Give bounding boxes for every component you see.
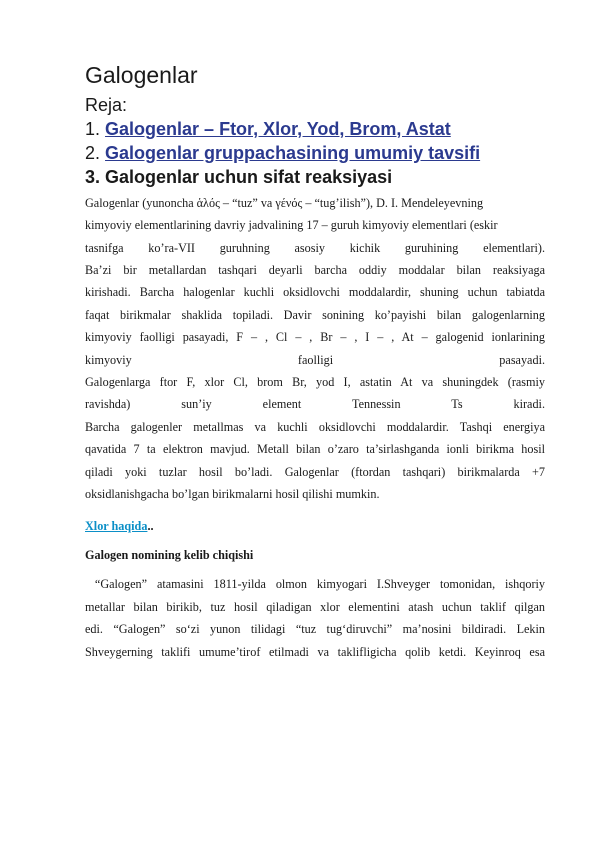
text-line: faqat birikmalar shaklida topiladi. Davir sonining ko’payishi bilan galogenlarning — [85, 307, 545, 322]
text-line: kirishadi. Barcha halogenlar kuchli oksidlovchi moddalardir, shuning uchun tabiatda — [85, 285, 545, 300]
text-line: ravishda) sun’iy element Tennessin Ts kiradi. — [85, 397, 545, 412]
plan-link-halogens[interactable]: Galogenlar – Ftor, Xlor, Yod, Brom, Astat — [105, 118, 451, 139]
plan-heading: Reja: — [85, 94, 128, 115]
plan-item-1 — [85, 117, 545, 141]
plan-item-text: Galogenlar uchun sifat reaksiyasi — [105, 167, 393, 188]
paragraph-intro — [85, 192, 545, 506]
section-heading: Galogen nomining kelib chiqishi — [85, 548, 254, 563]
text-line: qavatida 7 ta elektron mavjud. Metall bilan o’zaro ta’sirlashganda ionli birikma hosil — [85, 442, 545, 457]
plan-link-general-description[interactable]: Galogenlar gruppachasining umumiy tavsifi — [105, 143, 481, 164]
document-page — [85, 62, 545, 663]
plan-number: 1. — [85, 118, 101, 139]
link-line — [85, 519, 545, 534]
text-line: “Galogen” atamasini 1811-yilda olmon kimyogari I.Shveyger tomonidan, ishqoriy — [85, 577, 545, 592]
plan-number: 3. — [85, 167, 101, 188]
plan-item-3 — [85, 165, 545, 189]
text-line: Galogenlar (yunoncha ἁλός – “tuz” va γένός – “tug’ilish”), D. I. Mendeleyevning — [85, 195, 484, 210]
text-line: Galogenlarga ftor F, xlor Cl, brom Br, yod I, astatin At va shuningdek (rasmiy — [85, 375, 545, 390]
text-line: metallar bilan birikib, tuz hosil qiladigan xlor elementini atash uchun taklif qilgan — [85, 599, 545, 614]
text-line: Ba’zi bir metallardan tashqari deyarli barcha oddiy moddalar bilan reaksiyaga — [85, 263, 545, 277]
text-line: kimyoviy faolligi pasayadi, F – , Cl – , Br – , I – , At – galogenid ionlarining — [85, 330, 545, 345]
text-line: tasnifga ko’ra-VII guruhning asosiy kichik guruhining elementlari). — [85, 240, 545, 255]
plan-number: 2. — [85, 143, 101, 164]
text-line: Shveygerning taklifi umume’tirof etilmadi va taklifligicha qolib ketdi. Keyinroq esa — [85, 644, 545, 659]
text-line: kimyoviy faolligi pasayadi. — [85, 352, 545, 367]
paragraph-origin — [85, 573, 545, 663]
text-line: oksidlanishgacha bo’lgan birikmalarni hosil qilishi mumkin. — [85, 487, 380, 502]
text-line: qiladi yoki tuzlar hosil bo’ladi. Galogenlar (ftordan tashqari) birikmalarda +7 — [85, 464, 545, 479]
text-line: kimyoviy elementlarining davriy jadvalining 17 – guruh kimyoviy elementlari (eskir — [85, 218, 498, 233]
plan-item-2 — [85, 141, 545, 165]
page-title: Galogenlar — [85, 62, 198, 88]
link-suffix: .. — [147, 519, 154, 534]
text-line: Barcha galogenler metallmas va kuchli oksidlovchi moddalardir. Tashqi energiya — [85, 419, 545, 434]
text-line: edi. “Galogen” so‘zi yunon tilidagi “tuz tug‘diruvchi” ma’nosini bildiradi. Lekin — [85, 622, 545, 637]
xlor-link[interactable]: Xlor haqida — [85, 519, 148, 534]
